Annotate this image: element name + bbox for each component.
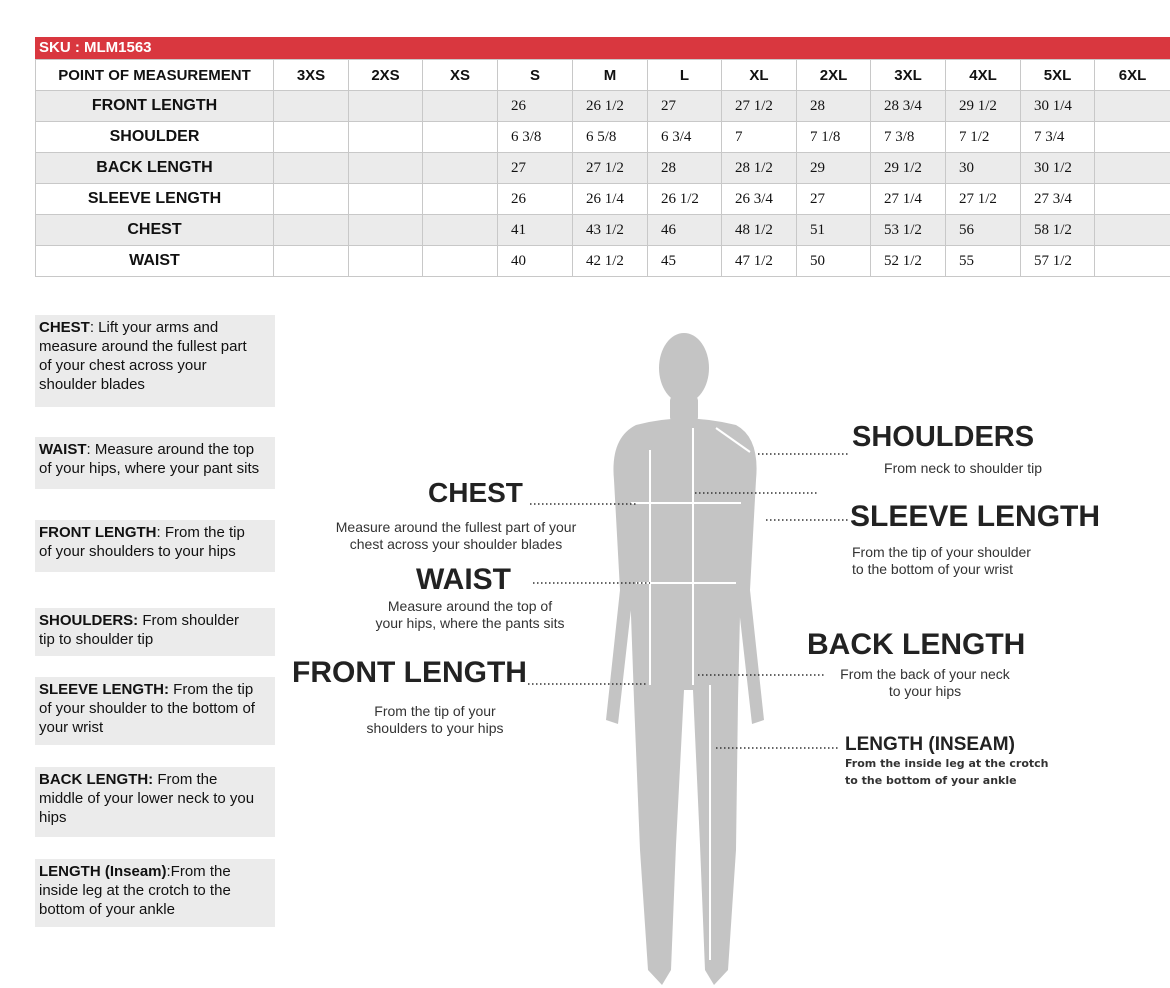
table-cell: 26: [498, 184, 573, 215]
table-cell: 7 3/8: [871, 122, 946, 153]
table-cell: 47 1/2: [722, 246, 797, 277]
table-cell: 29 1/2: [871, 153, 946, 184]
table-cell: 7 1/8: [797, 122, 871, 153]
header-size-s: S: [498, 60, 573, 91]
row-label: SHOULDER: [36, 122, 274, 153]
inseam-description: From the inside leg at the crotch to the bottom of your ankle: [845, 757, 1049, 787]
table-cell: 6 3/4: [648, 122, 722, 153]
definition-text: : Lift your arms and measure around the fullest part of your chest across your shoulder blades: [39, 319, 247, 393]
header-size-xl: XL: [722, 60, 797, 91]
table-cell: 7 1/2: [946, 122, 1021, 153]
table-cell: 30 1/4: [1021, 91, 1095, 122]
definition-text: From the middle of your lower neck to you hips: [39, 771, 255, 826]
table-cell: 30: [946, 153, 1021, 184]
table-cell: 46: [648, 215, 722, 246]
definition-term: SHOULDERS:: [39, 612, 139, 629]
header-size-m: M: [573, 60, 648, 91]
back-length-title: BACK LENGTH: [807, 628, 1026, 661]
row-label: CHEST: [36, 215, 274, 246]
waist-title: WAIST: [416, 563, 511, 596]
table-cell: 27 3/4: [1021, 184, 1095, 215]
header-size-2xs: 2XS: [349, 60, 423, 91]
table-cell: 27 1/4: [871, 184, 946, 215]
waist-description: Measure around the top of your hips, where the pants sits: [375, 598, 565, 631]
header-size-3xs: 3XS: [274, 60, 349, 91]
definition-term: CHEST: [39, 319, 90, 336]
sleeve-length-description: From the tip of your shoulder to the bottom of your wrist: [852, 544, 1031, 577]
header-size-6xl: 6XL: [1095, 60, 1170, 91]
table-cell: 41: [498, 215, 573, 246]
table-cell: 48 1/2: [722, 215, 797, 246]
definition-term: WAIST: [39, 441, 87, 458]
chest-title: CHEST: [428, 477, 523, 508]
table-cell: 7 3/4: [1021, 122, 1095, 153]
table-cell: 58 1/2: [1021, 215, 1095, 246]
header-size-xs: XS: [423, 60, 498, 91]
definition-term: FRONT LENGTH: [39, 524, 157, 541]
table-cell: 40: [498, 246, 573, 277]
back-length-description: From the back of your neck to your hips: [840, 666, 1010, 699]
definition-text: From shoulder tip to shoulder tip: [39, 612, 240, 648]
table-cell: 27: [498, 153, 573, 184]
table-cell: 27 1/2: [573, 153, 648, 184]
table-cell: 27: [797, 184, 871, 215]
header-size-4xl: 4XL: [946, 60, 1021, 91]
table-cell: 56: [946, 215, 1021, 246]
shoulders-description: From neck to shoulder tip: [884, 460, 1042, 476]
table-cell: 43 1/2: [573, 215, 648, 246]
inseam-title: LENGTH (INSEAM): [845, 734, 1015, 755]
definition-term: BACK LENGTH:: [39, 771, 154, 788]
row-label: WAIST: [36, 246, 274, 277]
table-cell: 42 1/2: [573, 246, 648, 277]
header-size-l: L: [648, 60, 722, 91]
header-size-2xl: 2XL: [797, 60, 871, 91]
table-cell: 50: [797, 246, 871, 277]
table-cell: 30 1/2: [1021, 153, 1095, 184]
table-cell: 28: [648, 153, 722, 184]
table-cell: 26: [498, 91, 573, 122]
definition-term: LENGTH (Inseam): [39, 863, 167, 880]
definition-text: : Measure around the top of your hips, where your pant sits: [39, 441, 260, 477]
row-label: SLEEVE LENGTH: [36, 184, 274, 215]
table-cell: 6 3/8: [498, 122, 573, 153]
sku-label: SKU : MLM1563: [39, 39, 152, 56]
definition-text: From the tip of your shoulder to the bottom of your wrist: [39, 681, 255, 736]
table-cell: 27 1/2: [722, 91, 797, 122]
header-size-3xl: 3XL: [871, 60, 946, 91]
table-cell: 28: [797, 91, 871, 122]
row-label: FRONT LENGTH: [36, 91, 274, 122]
table-cell: 28 3/4: [871, 91, 946, 122]
definition-term: SLEEVE LENGTH:: [39, 681, 170, 698]
header-point-of-measurement: POINT OF MEASUREMENT: [36, 60, 274, 91]
table-cell: 6 5/8: [573, 122, 648, 153]
table-cell: 26 1/4: [573, 184, 648, 215]
table-cell: 53 1/2: [871, 215, 946, 246]
definition-text: :From the inside leg at the crotch to the bottom of your ankle: [39, 863, 231, 918]
row-label: BACK LENGTH: [36, 153, 274, 184]
front-length-description: From the tip of your shoulders to your hips: [366, 703, 504, 736]
table-cell: 57 1/2: [1021, 246, 1095, 277]
table-cell: 51: [797, 215, 871, 246]
table-cell: 7: [722, 122, 797, 153]
table-cell: 45: [648, 246, 722, 277]
body-silhouette: [606, 333, 764, 985]
chest-description: Measure around the fullest part of your chest across your shoulder blades: [335, 519, 577, 552]
table-cell: 26 3/4: [722, 184, 797, 215]
sleeve-length-title: SLEEVE LENGTH: [850, 500, 1101, 533]
table-cell: 55: [946, 246, 1021, 277]
table-cell: 29: [797, 153, 871, 184]
table-cell: 52 1/2: [871, 246, 946, 277]
table-cell: 27 1/2: [946, 184, 1021, 215]
header-size-5xl: 5XL: [1021, 60, 1095, 91]
table-cell: 27: [648, 91, 722, 122]
table-cell: 28 1/2: [722, 153, 797, 184]
front-length-title: FRONT LENGTH: [292, 656, 527, 689]
definition-text: : From the tip of your shoulders to your hips: [39, 524, 245, 560]
table-cell: 29 1/2: [946, 91, 1021, 122]
table-cell: 26 1/2: [573, 91, 648, 122]
shoulders-title: SHOULDERS: [852, 421, 1035, 453]
table-cell: 26 1/2: [648, 184, 722, 215]
